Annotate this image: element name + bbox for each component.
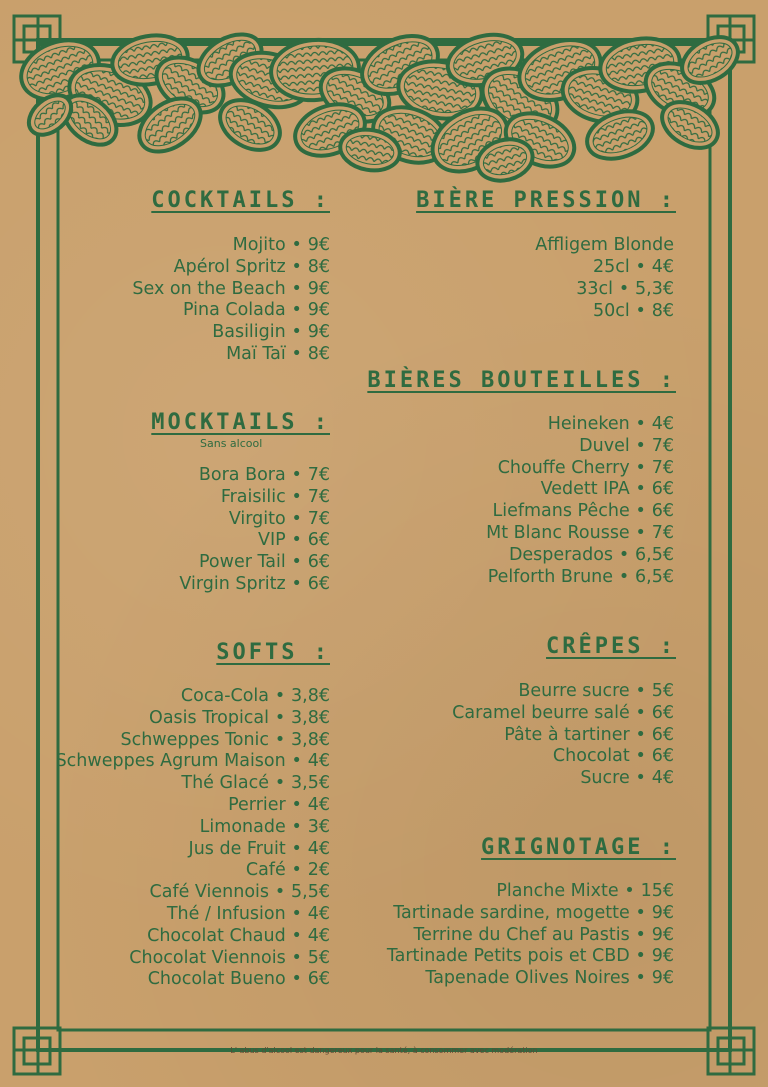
menu-item <box>132 235 330 257</box>
bullet-separator: • <box>274 882 286 903</box>
item-price: 9€ <box>651 946 674 967</box>
item-price: 6,5€ <box>635 566 674 587</box>
item-price: 4€ <box>307 838 330 859</box>
item-price: 5,5€ <box>291 882 330 903</box>
bullet-separator: • <box>291 903 302 924</box>
menu-item <box>56 839 330 861</box>
menu-item <box>486 523 674 545</box>
menu-item <box>56 708 330 730</box>
bullet-separator: • <box>291 343 302 364</box>
mocktails-subtitle: Sans alcool <box>200 437 263 450</box>
menu-item <box>56 751 330 773</box>
item-name: Heineken <box>547 414 630 434</box>
item-price: 3,8€ <box>291 729 330 750</box>
bullet-separator: • <box>274 686 286 706</box>
item-name: Chocolat <box>552 746 630 767</box>
item-price: 6€ <box>307 573 330 594</box>
item-name: Café <box>245 860 286 881</box>
item-name: Perrier <box>228 794 286 815</box>
item-price: 3,5€ <box>291 773 330 794</box>
menu-item <box>132 322 330 344</box>
menu-item <box>179 574 330 596</box>
leaf-garland <box>0 0 768 200</box>
item-name: Chouffe Cherry <box>497 457 630 478</box>
menu-item <box>56 730 330 752</box>
item-name: Thé Glacé <box>181 773 270 794</box>
item-price: 6€ <box>307 552 330 573</box>
bullet-separator: • <box>635 746 646 767</box>
bullet-separator: • <box>291 925 302 946</box>
item-name: Tapenade Olives Noires <box>425 968 630 989</box>
bullet-separator: • <box>635 968 646 989</box>
softs-title: SOFTS : <box>216 640 330 665</box>
item-name: Power Tail <box>199 552 286 573</box>
softs-list <box>56 686 330 991</box>
mocktails-title: MOCKTAILS : <box>151 410 330 435</box>
bullet-separator: • <box>291 508 302 529</box>
biere-pression-label: Affligem Blonde <box>535 235 674 255</box>
item-name: Beurre sucre <box>518 681 630 701</box>
item-name: 33cl <box>576 278 614 299</box>
menu-item <box>452 703 674 725</box>
menu-item <box>387 925 674 947</box>
menu-item <box>56 773 330 795</box>
bullet-separator: • <box>291 235 302 255</box>
biere-pression-name <box>535 235 674 257</box>
bullet-separator: • <box>291 278 302 299</box>
menu-item <box>56 686 330 708</box>
item-name: Chocolat Chaud <box>147 925 286 946</box>
item-price: 7€ <box>651 435 674 456</box>
health-warning: L' abus d'alcool est dangereux pour la santé, à consommer avec modération <box>230 1046 538 1055</box>
menu-item <box>486 414 674 436</box>
item-price: 6,5€ <box>635 544 674 565</box>
bullet-separator: • <box>635 902 646 923</box>
menu-item <box>56 795 330 817</box>
item-price: 4€ <box>651 768 674 789</box>
item-name: Planche Mixte <box>496 881 619 901</box>
item-name: Mt Blanc Rousse <box>486 522 630 543</box>
menu-item <box>452 768 674 790</box>
bullet-separator: • <box>635 414 646 434</box>
bullet-separator: • <box>291 969 302 990</box>
item-name: Oasis Tropical <box>149 707 270 728</box>
bullet-separator: • <box>635 435 646 456</box>
menu-item <box>132 257 330 279</box>
item-price: 3,8€ <box>291 686 330 706</box>
item-price: 4€ <box>307 794 330 815</box>
item-price: 6€ <box>651 501 674 522</box>
item-name: VIP <box>258 530 286 551</box>
item-price: 4€ <box>651 414 674 434</box>
item-name: Duvel <box>579 435 630 456</box>
menu-item <box>179 465 330 487</box>
item-name: Limonade <box>199 816 286 837</box>
menu-item <box>576 257 674 279</box>
item-price: 7€ <box>307 486 330 507</box>
item-name: Liefmans Pêche <box>492 501 630 522</box>
item-price: 6€ <box>651 724 674 745</box>
menu-item <box>56 969 330 991</box>
crepes-title: CRÊPES : <box>546 634 676 659</box>
menu-item <box>486 458 674 480</box>
menu-item <box>179 552 330 574</box>
item-price: 8€ <box>651 300 674 321</box>
item-price: 4€ <box>307 903 330 924</box>
menu-item <box>56 860 330 882</box>
cocktails-list <box>132 235 330 366</box>
item-price: 3€ <box>307 816 330 837</box>
item-price: 2€ <box>307 860 330 881</box>
bullet-separator: • <box>635 300 646 321</box>
bullet-separator: • <box>635 768 646 789</box>
item-name: Sucre <box>580 768 630 789</box>
menu-item <box>56 904 330 926</box>
item-name: Bora Bora <box>198 465 286 485</box>
cocktails-title: COCKTAILS : <box>151 188 330 213</box>
item-price: 9€ <box>307 322 330 343</box>
menu-item <box>132 279 330 301</box>
item-price: 6€ <box>651 746 674 767</box>
item-price: 6€ <box>307 969 330 990</box>
menu-item <box>387 881 674 903</box>
bullet-separator: • <box>291 838 302 859</box>
item-name: Pelforth Brune <box>487 566 614 587</box>
bullet-separator: • <box>635 681 646 701</box>
item-name: 50cl <box>592 300 630 321</box>
menu-item <box>179 509 330 531</box>
menu-item <box>486 501 674 523</box>
item-name: 25cl <box>592 257 630 277</box>
bullet-separator: • <box>291 486 302 507</box>
bullet-separator: • <box>291 256 302 277</box>
menu-item <box>387 968 674 990</box>
bieres-bouteilles-list <box>486 414 674 588</box>
item-name: Schweppes Tonic <box>120 729 270 750</box>
item-price: 6€ <box>651 702 674 723</box>
bullet-separator: • <box>635 522 646 543</box>
bullet-separator: • <box>635 257 646 277</box>
item-name: Virgin Spritz <box>179 573 286 594</box>
item-price: 9€ <box>307 300 330 321</box>
bullet-separator: • <box>635 501 646 522</box>
bieres-bouteilles-title: BIÈRES BOUTEILLES : <box>367 368 676 393</box>
item-name: Sex on the Beach <box>132 278 286 299</box>
menu-item <box>56 817 330 839</box>
item-name: Virgito <box>228 508 286 529</box>
bullet-separator: • <box>635 724 646 745</box>
item-name: Jus de Fruit <box>188 838 286 859</box>
item-name: Schweppes Agrum Maison <box>55 751 286 772</box>
menu-item <box>387 946 674 968</box>
menu-item <box>56 948 330 970</box>
bullet-separator: • <box>291 794 302 815</box>
item-name: Terrine du Chef au Pastis <box>413 924 630 945</box>
item-price: 9€ <box>307 235 330 255</box>
menu-item <box>132 300 330 322</box>
item-price: 9€ <box>651 924 674 945</box>
menu-item <box>486 567 674 589</box>
item-price: 7€ <box>307 465 330 485</box>
menu-item <box>486 545 674 567</box>
item-price: 15€ <box>640 881 674 901</box>
bullet-separator: • <box>618 544 630 565</box>
item-price: 4€ <box>307 751 330 772</box>
item-price: 6€ <box>651 479 674 500</box>
bullet-separator: • <box>274 773 286 794</box>
item-price: 7€ <box>651 522 674 543</box>
bullet-separator: • <box>291 552 302 573</box>
menu-item <box>452 746 674 768</box>
item-name: Mojito <box>232 235 286 255</box>
menu-item <box>56 926 330 948</box>
item-price: 9€ <box>651 968 674 989</box>
grignotage-title: GRIGNOTAGE : <box>481 835 676 860</box>
menu-item <box>132 344 330 366</box>
grignotage-list <box>387 881 674 990</box>
item-name: Thé / Infusion <box>166 903 286 924</box>
item-name: Chocolat Viennois <box>129 947 286 968</box>
item-name: Tartinade Petits pois et CBD <box>386 946 630 967</box>
bullet-separator: • <box>291 947 302 968</box>
item-name: Apérol Spritz <box>173 256 286 277</box>
bullet-separator: • <box>291 530 302 551</box>
menu-item <box>179 530 330 552</box>
item-price: 9€ <box>651 902 674 923</box>
bullet-separator: • <box>274 729 286 750</box>
bullet-separator: • <box>274 707 286 728</box>
bullet-separator: • <box>618 278 630 299</box>
item-name: Café Viennois <box>149 882 270 903</box>
item-name: Vedett IPA <box>540 479 630 500</box>
menu-item <box>387 903 674 925</box>
bullet-separator: • <box>618 566 630 587</box>
menu-item <box>576 301 674 323</box>
bullet-separator: • <box>635 946 646 967</box>
bullet-separator: • <box>291 322 302 343</box>
item-name: Pina Colada <box>182 300 286 321</box>
menu-item <box>56 882 330 904</box>
bullet-separator: • <box>635 924 646 945</box>
menu-item <box>576 279 674 301</box>
item-price: 5,3€ <box>635 278 674 299</box>
bullet-separator: • <box>291 860 302 881</box>
item-price: 3,8€ <box>291 707 330 728</box>
mocktails-list <box>179 465 330 596</box>
bullet-separator: • <box>635 479 646 500</box>
bullet-separator: • <box>291 751 302 772</box>
item-name: Desperados <box>508 544 614 565</box>
item-name: Basiligin <box>212 322 286 343</box>
item-price: 4€ <box>307 925 330 946</box>
item-name: Coca-Cola <box>180 686 270 706</box>
biere-pression-title: BIÈRE PRESSION : <box>416 188 676 213</box>
item-name: Tartinade sardine, mogette <box>393 902 630 923</box>
menu-item <box>452 681 674 703</box>
item-name: Chocolat Bueno <box>147 969 286 990</box>
bullet-separator: • <box>291 573 302 594</box>
item-price: 4€ <box>651 257 674 277</box>
bullet-separator: • <box>291 465 302 485</box>
item-price: 8€ <box>307 256 330 277</box>
item-name: Caramel beurre salé <box>452 702 630 723</box>
item-price: 8€ <box>307 343 330 364</box>
crepes-list <box>452 681 674 790</box>
menu-item <box>486 479 674 501</box>
item-name: Maï Taï <box>226 343 286 364</box>
item-price: 5€ <box>307 947 330 968</box>
item-name: Pâte à tartiner <box>504 724 630 745</box>
menu-item <box>179 487 330 509</box>
item-price: 5€ <box>651 681 674 701</box>
item-price: 9€ <box>307 278 330 299</box>
item-price: 6€ <box>307 530 330 551</box>
menu-item <box>486 436 674 458</box>
item-name: Fraisilic <box>220 486 286 507</box>
bullet-separator: • <box>635 702 646 723</box>
item-price: 7€ <box>307 508 330 529</box>
menu-item <box>452 725 674 747</box>
biere-pression-list <box>576 257 674 322</box>
bullet-separator: • <box>624 881 635 901</box>
bullet-separator: • <box>291 816 302 837</box>
bullet-separator: • <box>635 457 646 478</box>
item-price: 7€ <box>651 457 674 478</box>
bullet-separator: • <box>291 300 302 321</box>
